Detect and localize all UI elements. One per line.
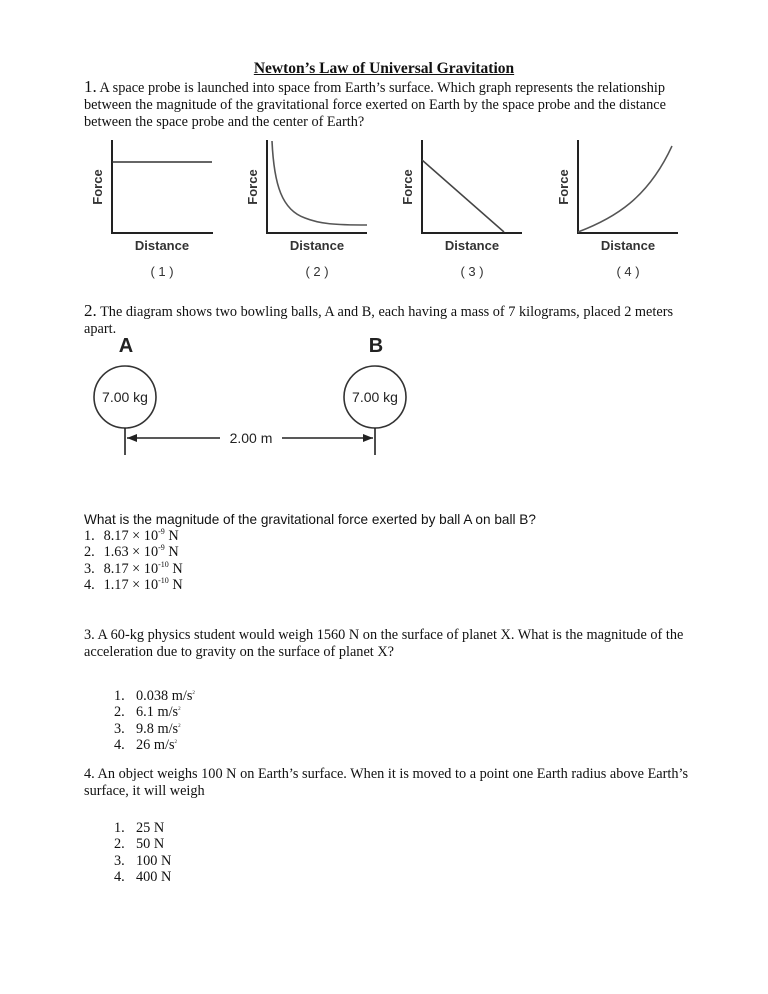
question-1 <box>84 78 694 131</box>
graph-4 <box>556 140 678 279</box>
y-axis-label: Force <box>556 169 571 205</box>
question-2-prompt: What is the magnitude of the gravitational force exerted by ball A on ball B? <box>84 512 536 527</box>
question-number: 2. <box>84 301 97 320</box>
ball-a-mass: 7.00 kg <box>102 389 148 405</box>
option-4[interactable]: 4. 400 N <box>114 869 172 886</box>
option-4[interactable]: 4. 26 $m/s^2$ <box>114 737 178 754</box>
graph-number: ( 1 ) <box>150 264 174 279</box>
ball-a-label: A <box>118 335 134 357</box>
graph-number: ( 3 ) <box>460 264 484 279</box>
option-1[interactable]: 1. 0.038 $m/s^2$ <box>114 688 195 704</box>
graph-number: ( 2 ) <box>305 264 329 279</box>
y-axis-label: Force <box>90 169 105 205</box>
x-axis-label: Distance <box>600 238 656 253</box>
question-4-options <box>114 820 171 886</box>
question-number: 3. <box>84 627 95 643</box>
y-axis-label: Force <box>245 169 260 205</box>
option-3[interactable]: 3. 100 N <box>114 852 172 869</box>
option-2[interactable]: 2. $1.63 \times 10^{-9}$ N <box>84 543 179 561</box>
question-text: A space probe is launched into space from Earth’s surface. Which graph represents the relationship between the magnitude of the gravitational force exerted on Earth by the space probe and the distance between the space probe and the center of Earth? <box>84 80 666 130</box>
question-number: 1. <box>84 77 97 96</box>
ball-b-label: B <box>368 335 384 357</box>
question-text: The diagram shows two bowling balls, A and B, each having a mass of 7 kilograms, placed 2 meters apart. <box>84 304 674 337</box>
y-axis-label: Force <box>400 169 415 205</box>
option-1[interactable]: 1. $8.17 \times 10^{-9}$ N <box>84 527 179 544</box>
option-2[interactable]: 2. 6.1 $m/s^2$ <box>114 704 181 721</box>
distance-label: 2.00 m <box>229 430 273 446</box>
bowling-balls-diagram <box>0 330 768 460</box>
option-4[interactable]: 4. $1.17 \times 10^{-10}$ N <box>84 576 183 594</box>
ball-b-mass: 7.00 kg <box>352 389 398 405</box>
x-axis-label: Distance <box>289 238 345 253</box>
option-2[interactable]: 2. 50 N <box>114 836 165 853</box>
graph-1 <box>90 140 213 279</box>
answer-graphs <box>0 130 768 290</box>
graph-2 <box>245 140 367 279</box>
page-title: Newton’s Law of Universal Gravitation <box>253 60 515 77</box>
graph-number: ( 4 ) <box>616 264 640 279</box>
x-axis-label: Distance <box>134 238 190 253</box>
question-3 <box>84 627 694 661</box>
question-2-options <box>84 528 183 594</box>
question-3-options <box>114 688 195 754</box>
option-1[interactable]: 1. 25 N <box>114 820 165 836</box>
question-4 <box>84 766 694 800</box>
question-text: An object weighs 100 N on Earth’s surface. When it is moved to a point one Earth radius above Earth’s surface, it will weigh <box>84 766 689 799</box>
question-number: 4. <box>84 766 95 782</box>
question-text: A 60-kg physics student would weigh 1560 N on the surface of planet X. What is the magnitude of the acceleration due to gravity on the surface of planet X? <box>84 627 684 660</box>
graph-3 <box>400 140 522 279</box>
option-3[interactable]: 3. $8.17 \times 10^{-10}$ N <box>84 559 183 577</box>
x-axis-label: Distance <box>444 238 500 253</box>
option-3[interactable]: 3. 9.8 $m/s^2$ <box>114 720 181 737</box>
